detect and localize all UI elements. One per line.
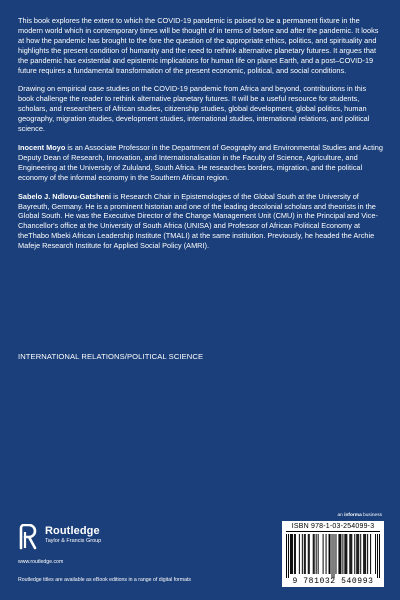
barcode-bar xyxy=(344,534,345,574)
barcode-bar xyxy=(295,534,296,574)
barcode-bar xyxy=(330,534,331,574)
barcode-bar xyxy=(308,534,309,574)
author-bio-text-1: is an Associate Professor in the Department of Geography and Environmental Studies and Acting Deputy Dean of Research, Innovation, and Internationalisation in the Faculty of Science, Agriculture, and Engineering at the University of Zululand, South Africa. He researches borders, migration, and the political economy of the informal economy in the Southern African region. xyxy=(18,142,383,182)
blurb-paragraph-2: Drawing on empirical case studies on the COVID-19 pandemic from Africa and beyond, contributions in this book challenge the reader to rethink alternative planetary futures. It will be a useful resource for students, scholars, and researchers of African studies, citizenship studies, global development, global politics, human geography, migration studies, development studies, international studies, international relations, and political science. xyxy=(18,84,370,134)
barcode-digits: 9 781032 540993 xyxy=(292,577,374,586)
barcode-bar xyxy=(313,534,314,574)
barcode-bar xyxy=(309,534,310,574)
blurb-paragraph-1: This book explores the extent to which the COVID-19 pandemic is poised to be a permanent fixture in the modern world which in contemporary times will be thought of in terms of before and after the pandemic. It looks at how the pandemic has brought to the fore the question of the appropriate ethics, politics, and spirituality and highlights the present condition of humanity and the need to rethink alternative planetary futures. It argues that the pandemic has existential and epistemic implications for human life on planet Earth, and a post–COVID-19 future requires a fundamental transformation of the present economic, political, and social conditions. xyxy=(18,16,379,75)
barcode-bar xyxy=(349,534,350,574)
barcode-bar xyxy=(339,534,340,574)
author-bio-1 xyxy=(18,143,384,183)
barcode-bar xyxy=(360,534,361,574)
barcode-bar xyxy=(358,534,359,574)
barcode-bar xyxy=(286,534,287,578)
barcode-bar xyxy=(370,534,371,574)
barcode-bar xyxy=(288,534,289,578)
barcode-bar xyxy=(357,534,358,574)
author-bio-text-2: is Research Chair in Epistemologies of the Global South at the University of Bayreuth, Germany. He is a prominent historian and one of the leading decolonial scholars and theorists in the Global South. He was the Executive Director of the Change Management Unit (CMU) in the Principal and Vice-Chancellor's office at the University of South Africa (UNISA) and Professor of African Political Economy at theThabo Mbeki African Leadership Institute (TMALI) at the same institution. Previously, he headed the Archie Mafeje Research Institute for Applied Social Policy (AMRI). xyxy=(18,191,378,251)
publisher-name: Routledge xyxy=(45,525,100,537)
barcode-bar xyxy=(333,534,334,578)
barcode-bar xyxy=(305,534,306,574)
routledge-r-icon xyxy=(18,524,40,550)
barcode-bar xyxy=(326,534,327,574)
blurb-section xyxy=(18,16,384,260)
barcode-bar xyxy=(338,534,339,574)
barcode-bar xyxy=(318,534,319,574)
author-name-2: Sabelo J. Ndlovu-Gatsheni xyxy=(18,191,112,201)
barcode-bar xyxy=(323,534,324,574)
author-bio-2 xyxy=(18,192,384,251)
barcode-bar xyxy=(350,534,351,574)
barcode-bar xyxy=(340,534,341,574)
informa-business-label xyxy=(280,513,382,518)
barcode-bar xyxy=(345,534,346,574)
barcode-bar xyxy=(291,534,292,574)
ebook-note: Routledge titles are available as eBook editions in a range of digital formats xyxy=(18,577,192,583)
barcode-bar xyxy=(292,534,293,574)
barcode-bar xyxy=(363,534,364,574)
barcode-bar xyxy=(364,534,365,574)
publisher-url[interactable]: www.routledge.com xyxy=(18,559,64,565)
barcode-bar xyxy=(346,534,347,574)
barcode-bar xyxy=(314,534,315,574)
barcode-bar xyxy=(332,534,333,578)
barcode-bar xyxy=(375,534,376,574)
barcode-bar xyxy=(290,534,291,574)
barcode-bar xyxy=(379,534,380,578)
barcode-bar xyxy=(335,534,336,574)
barcode-bar xyxy=(367,534,368,574)
author-name-1: Inocent Moyo xyxy=(18,142,66,152)
barcode-bar xyxy=(316,534,317,574)
barcode-bar xyxy=(299,534,300,574)
barcode-bar xyxy=(351,534,352,574)
barcode-panel xyxy=(282,521,384,587)
barcode-bar xyxy=(356,534,357,574)
barcode-bar xyxy=(365,534,366,574)
barcode-bar xyxy=(302,534,303,574)
subject-category: INTERNATIONAL RELATIONS/POLITICAL SCIENCE xyxy=(18,352,204,361)
barcode-bar xyxy=(304,534,305,574)
barcode-bar xyxy=(377,534,378,578)
barcode-bar xyxy=(342,534,343,574)
informa-brand: informa xyxy=(344,513,362,518)
barcode-bar xyxy=(294,534,295,574)
isbn-label: ISBN 978-1-03-254099-3 xyxy=(286,523,380,532)
barcode-bar xyxy=(329,534,330,574)
barcode-icon xyxy=(286,534,380,578)
publisher-group: Taylor & Francis Group xyxy=(45,538,102,544)
informa-prefix: an xyxy=(337,513,345,518)
informa-suffix: business xyxy=(361,513,382,518)
publisher-logo xyxy=(18,524,168,554)
barcode-bar xyxy=(354,534,355,574)
